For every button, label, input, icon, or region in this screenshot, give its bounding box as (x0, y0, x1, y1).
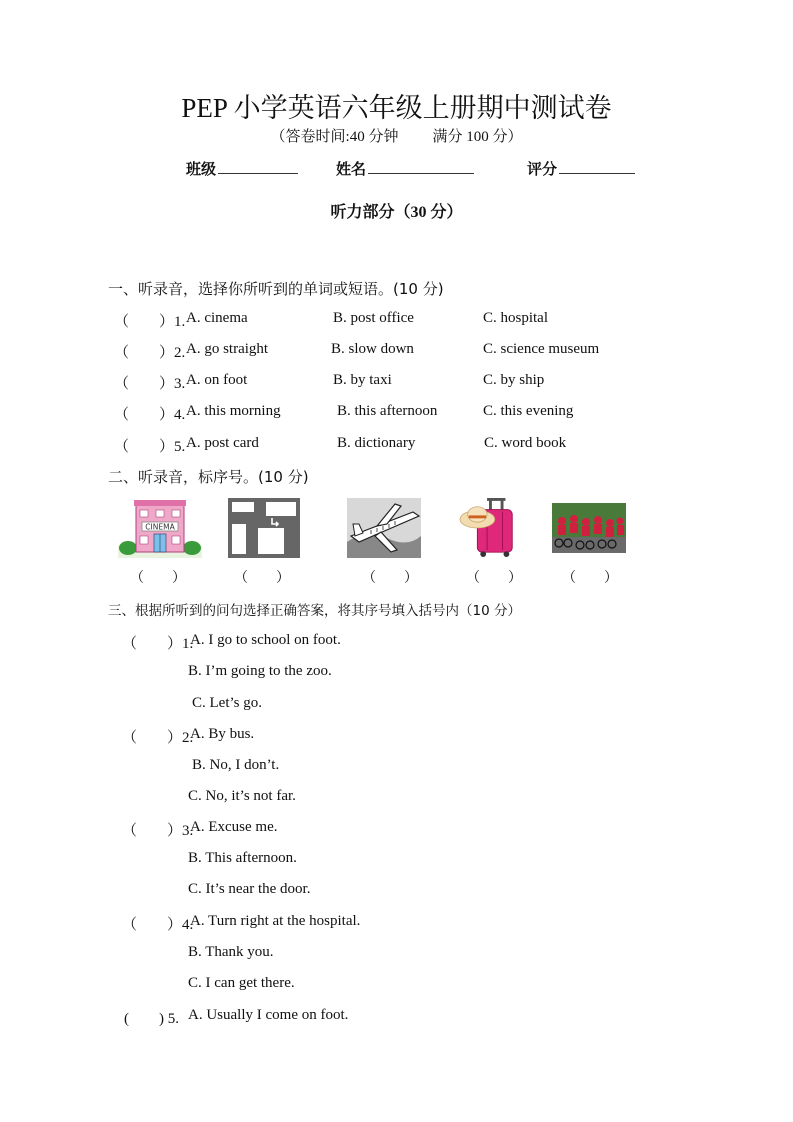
sec3-paren-2[interactable]: （ ）2. (122, 730, 194, 746)
sec3-q3-option-a: A. Excuse me. (190, 819, 278, 835)
sec1-option-1c: C. hospital (483, 310, 549, 326)
listening-part-title: 听力部分（30 分） (330, 204, 463, 221)
sec3-q5-option-a: A. Usually I come on foot. (188, 1007, 349, 1023)
name-field[interactable] (336, 158, 474, 179)
section2-title: 二、听录音，标序号。(10 分) (108, 468, 309, 486)
sec1-option-1a: A. cinema (186, 310, 248, 326)
sec1-paren-2[interactable]: （ ）2. (114, 345, 186, 361)
cyclists-picture (552, 498, 626, 558)
sec1-option-4a: A. this morning (186, 403, 281, 419)
cinema-sign-text: CINEMA (145, 522, 175, 532)
sec3-paren-4[interactable]: （ ）4. (122, 917, 194, 933)
exam-subtitle (0, 125, 793, 146)
score-note: 满分 100 分） (432, 129, 523, 145)
suitcase-picture (457, 498, 521, 558)
score-field[interactable] (527, 158, 635, 179)
airplane-picture (347, 498, 421, 558)
sec3-q1-option-b: B. I’m going to the zoo. (188, 663, 332, 679)
sec3-q3-option-b: B. This afternoon. (188, 850, 297, 866)
sec3-q2-option-a: A. By bus. (190, 726, 255, 742)
sec3-q1-option-c: C. Let’s go. (192, 695, 262, 711)
sec1-paren-5[interactable]: （ ）5. (114, 439, 186, 455)
sec3-paren-5[interactable]: ( ) 5. (124, 1011, 179, 1027)
sec1-paren-4[interactable]: （ ）4. (114, 407, 186, 423)
page-title: PEP 小学英语六年级上册期中测试卷 (181, 93, 612, 123)
picture-answer-2[interactable]: （ ） (234, 571, 290, 586)
sec1-paren-1[interactable]: （ ）1. (114, 314, 186, 330)
sec1-option-3c: C. by ship (483, 372, 545, 388)
picture-answer-1[interactable]: （ ） (130, 571, 186, 586)
sec1-option-5b: B. dictionary (337, 435, 416, 451)
sec3-q2-option-c: C. No, it’s not far. (188, 788, 296, 804)
sec1-option-4b: B. this afternoon (337, 403, 438, 419)
sec3-paren-3[interactable]: （ ）3. (122, 823, 194, 839)
class-field[interactable] (186, 158, 298, 179)
sec3-q1-option-a: A. I go to school on foot. (190, 632, 341, 648)
sec3-q3-option-c: C. It’s near the door. (188, 881, 311, 897)
sec3-q2-option-b: B. No, I don’t. (192, 757, 280, 773)
sec1-option-3a: A. on foot (186, 372, 248, 388)
time-note: （答卷时间:40 分钟 (270, 129, 399, 145)
picture-answer-3[interactable]: （ ） (362, 571, 418, 586)
sec1-option-1b: B. post office (333, 310, 414, 326)
section1-title: 一、听录音，选择你所听到的单词或短语。(10 分) (108, 280, 444, 298)
picture-answer-5[interactable]: （ ） (562, 571, 618, 586)
sec1-option-5a: A. post card (186, 435, 259, 451)
sec1-option-2a: A. go straight (186, 341, 269, 357)
score-label: 评分 (527, 160, 558, 178)
sec1-option-2c: C. science museum (483, 341, 600, 357)
road-map-picture (228, 498, 300, 558)
sec1-paren-3[interactable]: （ ）3. (114, 376, 186, 392)
sec1-option-2b: B. slow down (331, 341, 414, 357)
sec1-option-3b: B. by taxi (333, 372, 392, 388)
section3-title: 三、根据所听到的问句选择正确答案，将其序号填入括号内（10 分） (108, 603, 521, 619)
sec3-q4-option-a: A. Turn right at the hospital. (190, 913, 361, 929)
sec3-q4-option-b: B. Thank you. (188, 944, 274, 960)
sec3-q4-option-c: C. I can get there. (188, 975, 295, 991)
sec1-option-4c: C. this evening (483, 403, 574, 419)
class-label: 班级 (186, 160, 217, 178)
cinema-picture (118, 498, 202, 558)
sec1-option-5c: C. word book (484, 435, 567, 451)
picture-answer-4[interactable]: （ ） (466, 571, 522, 586)
sec3-paren-1[interactable]: （ ）1. (122, 636, 194, 652)
name-label: 姓名 (336, 160, 367, 178)
